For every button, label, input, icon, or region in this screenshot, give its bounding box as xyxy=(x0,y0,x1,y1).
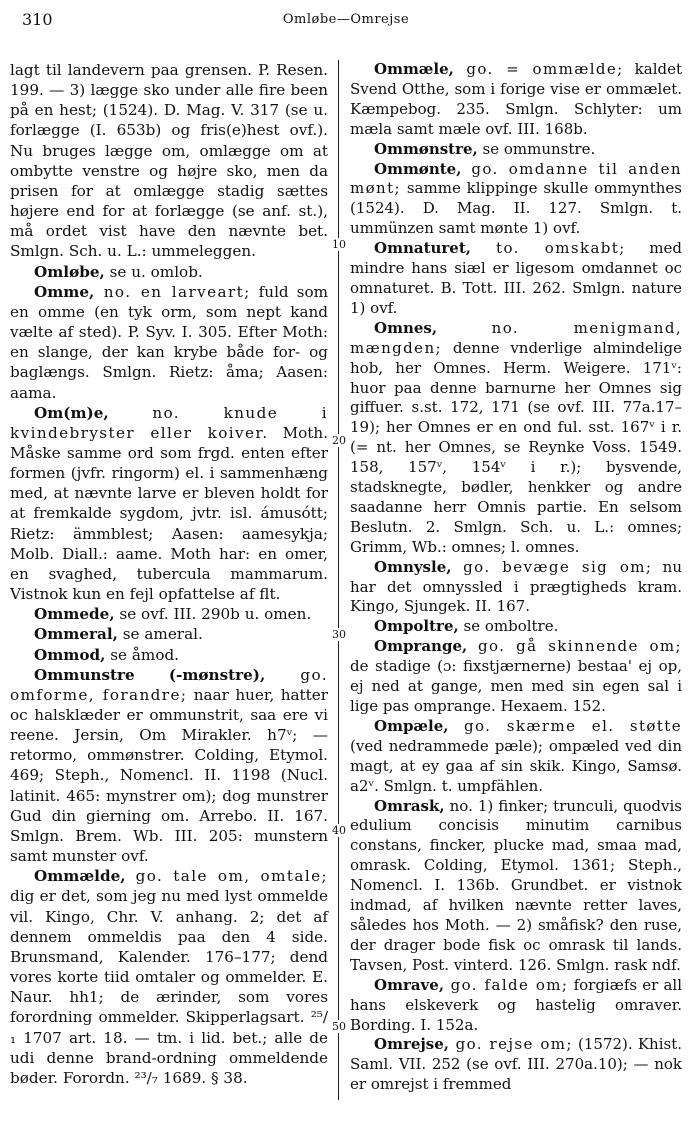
entry-text: forgiæfs er all hans elskeverk og hastelig omraver. Bording. I. 152a. xyxy=(350,975,682,1034)
dictionary-entry xyxy=(350,717,682,797)
headword: Ommønte, xyxy=(374,159,462,178)
entry-text: nu har det omnyssled i prægtigheds kram. Kingo, Sjungek. II. 167. xyxy=(350,557,683,616)
headword: Ommunstre (-mønstre), xyxy=(34,665,266,684)
dictionary-entry xyxy=(350,797,682,976)
dictionary-entry xyxy=(350,160,682,240)
entry-text: (ved nedrammede pæle); ompæled ved din magt, at ey gaa af sin skik. Kingo, Samsø. a2ᵛ. Smlgn. t. umpfählen. xyxy=(350,736,682,795)
headword: Omnysle, xyxy=(374,557,452,576)
headword: Ommede, xyxy=(34,605,115,624)
headword: Ommod, xyxy=(34,645,106,664)
gloss: go. tale om, omtale; xyxy=(125,867,328,886)
headword: Omrask, xyxy=(374,796,445,815)
dictionary-entry xyxy=(10,604,328,624)
headword: Omrave, xyxy=(374,975,445,994)
gloss: go. = ommælde; xyxy=(453,60,624,78)
line-number-50: 50 xyxy=(332,1020,346,1033)
entry-text: se u. omlob. xyxy=(104,262,203,281)
headword: Ommælde, xyxy=(34,867,126,886)
entry-text: med mindre hans siæl er ligesom omdannet oc omnaturet. B. Tott. III. 262. Smlgn. nature 1) ovf. xyxy=(350,239,682,317)
headword: Ommeral, xyxy=(34,625,118,644)
entry-text: se omboltre. xyxy=(458,617,559,636)
column-divider xyxy=(338,60,339,1100)
gloss: no. en larveart; xyxy=(94,282,251,301)
entry-text: de stadige (ɔ: fixstjærnerne) bestaa' ej op, ej ned at gange, men med sin egen sal i lige pas omprange. Hexaem. 152. xyxy=(350,657,682,715)
dictionary-entry xyxy=(350,617,682,637)
entry-text: fuld som en omme (en tyk orm, som nept kand vælte af sted). P. Syv. I. 305. Efter Moth: en slange, der kan krybe både for- og baglængs. Smlgn. Rietz: åma; Aasen: aama. xyxy=(10,282,328,402)
dictionary-entry xyxy=(10,866,328,1088)
line-number-20: 20 xyxy=(332,434,346,447)
line-number-10: 10 xyxy=(332,238,346,251)
page-number: 310 xyxy=(22,10,53,29)
headword: Om(m)e, xyxy=(34,403,109,422)
entry-text: (1572). Khist. Saml. VII. 252 (se ovf. III. 270a.10); — nok er omrejst i fremmed xyxy=(350,1035,682,1094)
entry-text: kaldet Svend Otthe, som i forige vise er ommælet. Kæmpebog. 235. Smlgn. Schlyter: um mæla samt mæle ovf. III. 168b. xyxy=(350,60,682,138)
headword: Omløbe, xyxy=(34,262,105,281)
dictionary-entry xyxy=(10,665,328,867)
dictionary-entry xyxy=(350,140,682,160)
running-head: Omløbe—Omrejse xyxy=(282,12,410,27)
entry-text: denne vnderlige almindelige hob, her Omnes. Herm. Weigere. 171ᵛ: huor paa denne barnurne her Omnes sig giffuer. s.st. 172, 171 (se ovf. III. 77a.17–19); her Omnes er en ond ful. sst. 167ᵛ i r. (= nt. her Omnes, se Reynke Voss. 1549. 158, 157ᵛ, 154ᵛ i r.); bysvende, stadsknegte, bødler, henkker og andre saadanne herr Omnis partie. En selsom Beslutn. 2. Smlgn. Sch. u. L.: omnes; Grimm, Wb.: omnes; l. omnes. xyxy=(350,338,682,556)
line-number-30: 30 xyxy=(332,628,346,641)
headword: Omnaturet, xyxy=(374,239,471,258)
entry-text: se åmod. xyxy=(105,645,180,664)
dictionary-entry xyxy=(350,319,682,558)
gloss: to. omskabt; xyxy=(471,239,626,258)
gloss: no. menigmand, mængden; xyxy=(350,318,682,357)
dictionary-entry xyxy=(10,262,328,282)
entry-text: Moth. Måske samme ord som frgd. enten efter formen (jvfr. ringorm) el. i sammenhæng med, at nævnte larve er bleven holdt for at fremkalde sygdom, jvtr. isl. ámusótt; Rietz: ämmblest; Aasen: aamesykja; Molb. Diall.: aame. Moth har: en omer, en svaghed, tubercula mammarum. Vistnok kun en fejl opfattelse af flt. xyxy=(10,423,328,604)
dictionary-entry xyxy=(350,637,682,717)
page-header xyxy=(0,10,692,34)
left-column xyxy=(10,60,328,1088)
gloss: go. gå skinnende om; xyxy=(467,637,682,656)
gloss: go. falde om; xyxy=(444,975,569,994)
headword: Ompoltre, xyxy=(374,617,459,636)
gloss: go. skærme el. støtte xyxy=(448,716,682,735)
dictionary-entry xyxy=(10,282,328,403)
gloss: no. knude i kvindebryster eller koiver. xyxy=(10,403,328,442)
headword: Omprange, xyxy=(374,637,468,656)
dictionary-entry xyxy=(350,1035,682,1095)
headword: Omnes, xyxy=(374,318,438,337)
headword: Omrejse, xyxy=(374,1035,450,1054)
line-number-40: 40 xyxy=(332,824,346,837)
headword: Ommæle, xyxy=(374,60,454,78)
entry-text: lagt til landevern paa grensen. P. Resen. 199. — 3) lægge sko under alle fire been på en hest; (1524). D. Mag. V. 317 (se u. forlægge (I. 653b) og fris(e)hest ovf.). Nu bruges lægge om, omlægge om at ombytte venstre og højre sko, men da prisen for at omlægge stadig sættes højere end for at forlægge (se anf. st.), må ordet vist have den nævnte bet. Smlgn. Sch. u. L.: ummeleggen. xyxy=(10,61,328,261)
dictionary-entry xyxy=(10,624,328,644)
entry-text: naar huer, hatter oc halsklæder er ommunstrit, saa ere vi reene. Jersin, Om Mirakler. h7ᵛ; — retormo, ommønstrer. Colding, Etymol. 469; Steph., Nomencl. II. 1198 (Nucl. latinit. 465: mynstrer om); dog munstrer Gud din gierning om. Arrebo. II. 167. Smlgn. Brem. Wb. III. 205: munstern samt munster ovf. xyxy=(10,685,328,866)
dictionary-entry xyxy=(350,558,682,618)
dictionary-entry xyxy=(350,976,682,1036)
headword: Ommønstre, xyxy=(374,139,478,158)
gloss: go. bevæge sig om; xyxy=(451,557,653,576)
entry-text: se ovf. III. 290b u. omen. xyxy=(114,605,312,624)
gloss: go. omdanne til anden mønt; xyxy=(350,159,682,198)
dictionary-entry xyxy=(10,60,328,262)
dictionary-entry xyxy=(10,403,328,605)
gloss: go. omforme, forandre; xyxy=(10,665,329,704)
headword: Omme, xyxy=(34,282,95,301)
dictionary-entry xyxy=(10,645,328,665)
entry-text: se ommunstre. xyxy=(477,139,596,158)
headword: Ompæle, xyxy=(374,716,449,735)
dictionary-entry xyxy=(350,239,682,319)
gloss: go. rejse om; xyxy=(449,1035,573,1054)
entry-text: samme klippinge skulle ommynthes (1524). D. Mag. II. 127. Smlgn. t. ummünzen samt mønte 1) ovf. xyxy=(350,179,682,238)
right-column xyxy=(350,60,682,1095)
entry-text: se ameral. xyxy=(117,625,203,644)
entry-text: dig er det, som jeg nu med lyst ommelde vil. Kingo, Chr. V. anhang. 2; det af dennem ommeldis paa den 4 side. Brunsmand, Kalender. 176–177; dend vores korte tiid omtaler og ommelder. E. Naur. hh1; de ærinder, som vores forordning ommelder. Skipperlagsart. ²⁵/₁ 1707 art. 18. — tm. i lid. bet.; alle de udi denne brand-ordning ommeldende bøder. Forordn. ²³/₇ 1689. § 38. xyxy=(10,887,328,1087)
dictionary-entry xyxy=(350,60,682,140)
entry-text: no. 1) finker; trunculi, quodvis edulium concisis minutim carnibus constans, fincker, plucke mad, smaa mad, omrask. Colding, Etymol. 1361; Steph., Nomencl. I. 136b. Grundbet. er vistnok indmad, af hvilken nævnte retter laves, således hos Moth. — 2) småfisk? den ruse, der drager bode fisk oc omrask til lands. Tavsen, Post. vinterd. 126. Smlgn. rask ndf. xyxy=(350,796,682,974)
